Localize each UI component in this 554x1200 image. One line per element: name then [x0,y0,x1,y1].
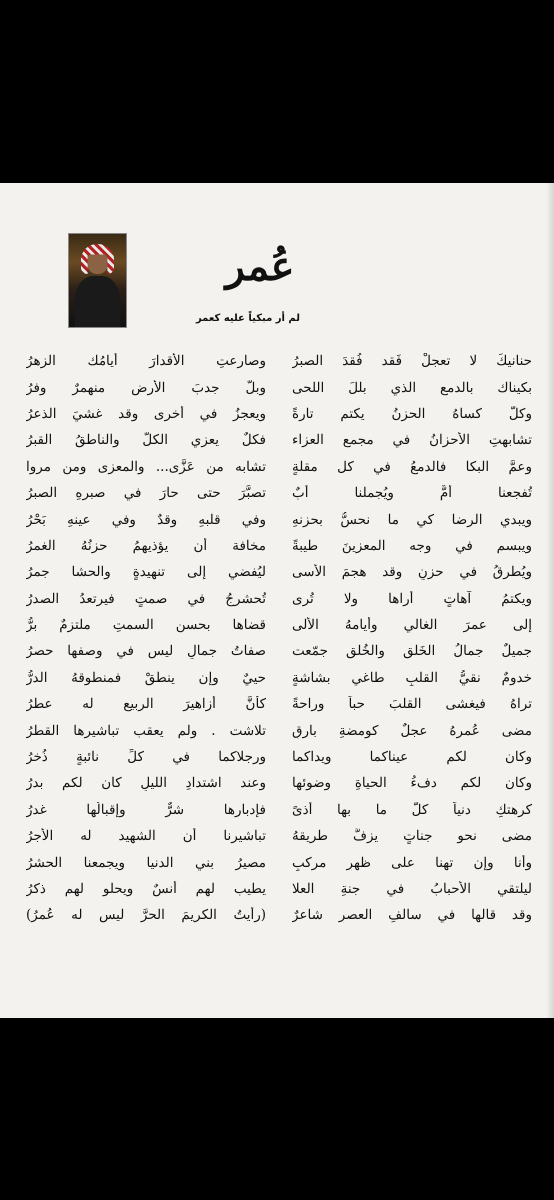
verse-first-hemistich: كرهتكِ دنياً كلٌّ ما بها أذىً [292,801,532,818]
poem-verse [26,638,532,664]
poem-verse [26,586,532,612]
verse-second-hemistich: قضاها بحسنِ السمتِ ملتزمٌ برُّ [26,617,266,634]
verse-first-hemistich: وكان لكم عيناكما ويداكما [292,749,532,766]
portrait-photo [68,233,127,328]
verse-second-hemistich: تشابه من عَزَّى... والمعزى ومن مروا [26,458,266,475]
poem-verse [26,770,532,796]
poem-verse [26,559,532,585]
poem-verse [26,348,532,374]
verse-first-hemistich: جميلٌ جمالُ الخَلقِ والخُلقِ جمّعت [292,643,532,660]
verse-first-hemistich: مضى عُمرهُ عجلٌ كومضةِ بارقٍ [292,722,532,739]
poem-verse [26,876,532,902]
verse-second-hemistich: تباشيرنا أن الشهيد له الأجرُ [26,828,266,845]
poem-verse [26,374,532,400]
poem-verse [26,849,532,875]
verse-second-hemistich: ليُفضي إلى تنهيدةٍ والحشا جمرُ [26,564,266,581]
verse-first-hemistich: ويبسم في وجه المعزينَ طيبةً [292,537,532,554]
verse-first-hemistich: تراهُ فيغشى القلبَ حباً وراحةً [292,696,532,713]
verse-first-hemistich: ليلتقي الأحبابُ في جنةِ العلا [292,881,532,897]
verse-second-hemistich: تُحشرجُ في صمتٍ فيرتعدُ الصدرُ [26,590,266,607]
poem-verse [26,506,532,532]
poem-verse [26,823,532,849]
verse-first-hemistich: تُفجعنا أمٌّ ويُجملنا أبٌ [292,485,532,502]
verse-first-hemistich: بكيناك بالدمعِ الذي بللَ اللحى [292,379,532,396]
verse-second-hemistich: فكلٌ يعزي الكلَّ والناطقُ القبرُ [26,432,266,449]
poem-verse [26,797,532,823]
verse-first-hemistich: مضى نحو جناتٍ يزفُّ طريقهُ [292,828,532,845]
book-page [0,183,554,1018]
poem-verse [26,665,532,691]
poem-verse [26,691,532,717]
verse-first-hemistich: خدومٌ نقيُّ القلبِ طاغي بشاشةٍ [292,669,532,686]
photo-caption: لم أر مبكياً عليه كعمر [195,313,301,324]
poem-verse [26,480,532,506]
verse-second-hemistich: تلاشت . ولم يعقب تباشيرها القطرُ [26,722,266,739]
portrait-body [75,276,120,328]
verse-first-hemistich: إلى عمرَ الغالي وأيامهُ الأُلى [292,617,532,634]
verse-second-hemistich: ويعجزُ في أخرى وقد غشيَ الذعرُ [26,405,266,422]
verse-first-hemistich: تشابهتِ الأحزانُ في مجمعِ العزاء [292,432,532,449]
verse-first-hemistich: وكلٌّ كساهُ الحزنُ يكتم تارةً [292,405,532,422]
verse-second-hemistich: مصيرُ بني الدنيا ويجمعنا الحشرُ [26,854,266,871]
verse-first-hemistich: ويبدي الرضا كي ما نحسُّ بحزنهِ [292,511,532,528]
verse-second-hemistich: وفي قلبهِ وقدٌ وفي عينهِ بَحْرُ [26,511,266,528]
verse-second-hemistich: وعند اشتدادِ الليلِ كان لكم بدرُ [26,775,266,792]
poem-verse [26,717,532,743]
poem-body [26,348,532,929]
poem-verse [26,612,532,638]
poem-verse [26,902,532,928]
verse-first-hemistich: حنانيكَ لا تعجلْ فَقد فُقدَ الصبرُ [292,353,532,370]
verse-second-hemistich: صفاتُ جمالٍ ليس في وصفها حصرُ [26,643,266,660]
verse-first-hemistich: وقد قالها في سالفِ العصرِ شاعرٌ [292,907,532,924]
poem-title: عُمر [225,243,295,290]
verse-second-hemistich: وصارعتِ الأقدارَ أيامُك الزهرُ [26,353,266,370]
verse-first-hemistich: ويُطرقُ في حزنٍ وقد هجمَ الأسى [292,564,532,581]
poem-verse [26,454,532,480]
poem-verse [26,427,532,453]
verse-second-hemistich: حييٌ وإن ينطقْ فمنطوقهُ الدرُّ [26,669,266,686]
verse-second-hemistich: تصبَّرَ حتى حارَ في صبرهِ الصبرُ [26,485,266,502]
verse-second-hemistich: ورجلاكما في كلِّ نائبةٍ ذُخرُ [26,749,266,766]
poem-verse [26,533,532,559]
verse-second-hemistich: (رأيتُ الكريمَ الحرَّ ليس له عُمرُ) [26,907,266,924]
verse-first-hemistich: وكان لكم دفءُ الحياةِ وضوئها [292,775,532,792]
verse-first-hemistich: ويكتمُ آهاتٍ أراها ولا تُرى [292,590,532,607]
poem-verse [26,401,532,427]
verse-second-hemistich: يطيب لهم أنسٌ ويحلو لهم ذكرُ [26,881,266,897]
verse-second-hemistich: فإدبارها شرٌّ وإقبالُها غدرُ [26,801,266,818]
poem-verse [26,744,532,770]
verse-second-hemistich: كأنَّ أزاهيرَ الربيعِ له عطرُ [26,696,266,713]
verse-first-hemistich: وأنا وإن تهنا على ظهرِ مركبٍ [292,854,532,871]
verse-first-hemistich: وعمَّ البكا فالدمعُ في كل مقلةٍ [292,458,532,475]
verse-second-hemistich: مخافة أن يؤذيهمُ حزنُهُ الغمرُ [26,537,266,554]
verse-second-hemistich: وبلَّ جدبَ الأرضِ منهمرٌ وفرُ [26,379,266,396]
